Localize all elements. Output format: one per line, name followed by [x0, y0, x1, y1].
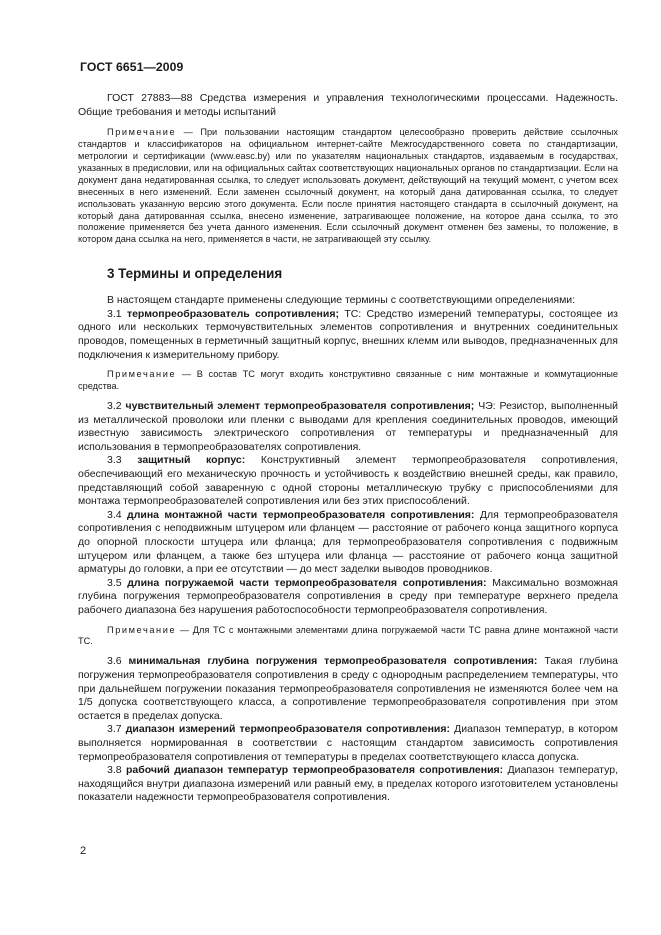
term-text: Диапазон температур, в котором выполняется нормированная в соответствии с настоящим стандартом зависимость сопротивления термопреобразователя сопротивления от температуры в пределах соответствующего класса допуска. — [78, 723, 618, 763]
document-header: ГОСТ 6651—2009 — [80, 60, 184, 74]
term-text: ТС: Средство измерений температуры, состоящее из одного или нескольких термочувствительных элементов сопротивления и внутренних соединительных проводов, помещенных в герметичный защитный корпус, внешних клемм или выводов, предназначенных для подключения к измерительному прибору. — [78, 307, 618, 361]
term-number: 3.7 — [107, 723, 122, 736]
term-name: длина погружаемой части термопреобразователя сопротивления: — [127, 576, 487, 589]
term-number: 3.8 — [107, 764, 122, 777]
term-name: минимальная глубина погружения термопреобразователя сопротивления: — [128, 655, 538, 668]
term-number: 3.4 — [107, 508, 122, 521]
normative-reference: ГОСТ 27883—88 Средства измерения и управления технологическими процессами. Надежность. Общие требования и методы испытаний — [78, 92, 618, 118]
term-text: Такая глубина погружения термопреобразователя сопротивления в среду с однородным распределением температуры, что при дальнейшем погружении показания термопреобразователя сопротивления не изменяются более чем на 1/5 допуска соответствующего класса, а сопротивление термопреобразователя сопротивления при этом остается в пределах допуска. — [78, 655, 618, 722]
term-definition — [78, 577, 618, 618]
term-name: защитный корпус: — [137, 454, 246, 467]
term-definition — [78, 723, 618, 764]
term-name: термопреобразователь сопротивления; — [126, 307, 339, 320]
term-name: чувствительный элемент термопреобразователя сопротивления; — [125, 400, 475, 413]
term-definition — [78, 454, 618, 508]
term-number: 3.3 — [107, 454, 122, 467]
page-content — [78, 88, 618, 805]
section-intro: В настоящем стандарте применены следующие термины с соответствующими определениями: — [107, 294, 576, 307]
term-definition — [78, 308, 618, 362]
term-text: Диапазон температур, находящийся внутри диапазона измерений или равный ему, в пределах которого изготовителем установлены показатели надежности термопреобразователя сопротивления. — [78, 764, 618, 804]
term-name: рабочий диапазон температур термопреобразователя сопротивления: — [125, 764, 504, 777]
term-number: 3.1 — [107, 307, 122, 320]
term-definition — [78, 509, 618, 577]
note-term-3-5: Примечание — Для ТС с монтажными элементами длина погружаемой части ТС равна длине монтажной части ТС. — [78, 624, 618, 647]
note-text: Для ТС с монтажными элементами длина погружаемой части ТС равна длине монтажной части ТС. — [78, 624, 618, 647]
term-number: 3.6 — [107, 655, 122, 668]
note-term-3-1: Примечание — В состав ТС могут входить конструктивно связанные с ним монтажные и коммутационные средства. — [78, 369, 618, 392]
term-number: 3.5 — [107, 576, 122, 589]
term-name: диапазон измерений термопреобразователя сопротивления: — [125, 723, 451, 736]
note-label: Примечание — [107, 127, 177, 138]
term-number: 3.2 — [107, 400, 122, 413]
note-text: В состав ТС могут входить конструктивно связанные с ним монтажные и коммутационные средства. — [78, 369, 618, 392]
term-text: Конструктивный элемент термопреобразователя сопротивления, обеспечивающий его механическую прочность и устойчивость к воздействию внешней среды, как правило, представляющий собой заваренную с одной стороны металлическую трубку с приспособлениями для монтажа термопреобразователей сопротивления или без этих приспособлений. — [78, 454, 618, 508]
term-text: ЧЭ: Резистор, выполненный из металлической проволоки или пленки с выводами для крепления соединительных проводов, имеющий известную зависимость электрического сопротивления от температуры и предназначенный для использования в термопреобразователях сопротивления. — [78, 400, 619, 453]
term-definition — [78, 764, 618, 805]
note-references: Примечание — При пользовании настоящим стандартом целесообразно проверить действие ссылочных стандартов и классификаторов на официальном интернет-сайте Межгосударственного совета по стандартизации, метрологии и сертификации (www.easc.by) или по указателям национальных стандартов, издаваемым в государствах, указанных в предисловии, или на официальных сайтах соответствующих национальных органов по стандартизации. Если на документ дана недатированная ссылка, то следует использовать документ, действующий на текущий момент, с учетом всех внесенных в него изменений. Если заменен ссылочный документ, на который дана датированная ссылка, то следует использовать указанную версию этого документа. Если после принятия настоящего стандарта в ссылочный документ, на который дана датированная ссылка, внесено изменение, затрагивающее положение, на которое дана ссылка, то это положение применяется без учета данного изменения. Если ссылочный документ отменен без замены, то положение, в котором дана ссылка на него, применяется в части, не затрагивающей эту ссылку. — [78, 127, 618, 245]
term-definition — [78, 400, 618, 454]
note-label: Примечание — [107, 369, 177, 380]
page-number: 2 — [80, 845, 87, 857]
term-text: Для термопреобразователя сопротивления с неподвижным штуцером или фланцем — расстояние от рабочего конца защитного корпуса до опорной плоскости штуцера или фланца; для термопреобразователя сопротивления с подвижным штуцером или фланцем, а также без штуцера или фланца — расстояние от рабочего конца защитной арматуры до головки, а при ее отсутствии — до мест заделки выводов проводников. — [78, 508, 618, 576]
term-name: длина монтажной части термопреобразователя сопротивления: — [127, 508, 475, 521]
term-text: Максимально возможная глубина погружения термопреобразователя сопротивления в среду при температуре верхнего предела рабочего диапазона без нарушения работоспособности термопреобразователя сопротивления. — [78, 576, 618, 616]
term-definition — [78, 655, 618, 723]
note-label: Примечание — [107, 624, 177, 635]
note-text: При пользовании настоящим стандартом целесообразно проверить действие ссылочных стандартов и классификаторов на официальном интернет-сайте Межгосударственного совета по стандартизации, метрологии и сертификации (www.easc.by) или по указателям национальных стандартов, издаваемым в государствах, указанных в предисловии, или на официальных сайтах соответствующих национальных органов по стандартизации. Если на документ дана недатированная ссылка, то следует использовать документ, действующий на текущий момент, с учетом всех внесенных в него изменений. Если заменен ссылочный документ, на который дана датированная ссылка, то следует использовать указанную версию этого документа. Если после принятия настоящего стандарта в ссылочный документ, на который дана датированная ссылка, внесено изменение, затрагивающее положение, на которое дана ссылка, то это положение применяется без учета данного изменения. Если ссылочный документ отменен без замены, то положение, в котором дана ссылка на него, применяется в части, не затрагивающей эту ссылку. — [78, 127, 618, 245]
section-title: 3 Термины и определения — [107, 266, 283, 282]
